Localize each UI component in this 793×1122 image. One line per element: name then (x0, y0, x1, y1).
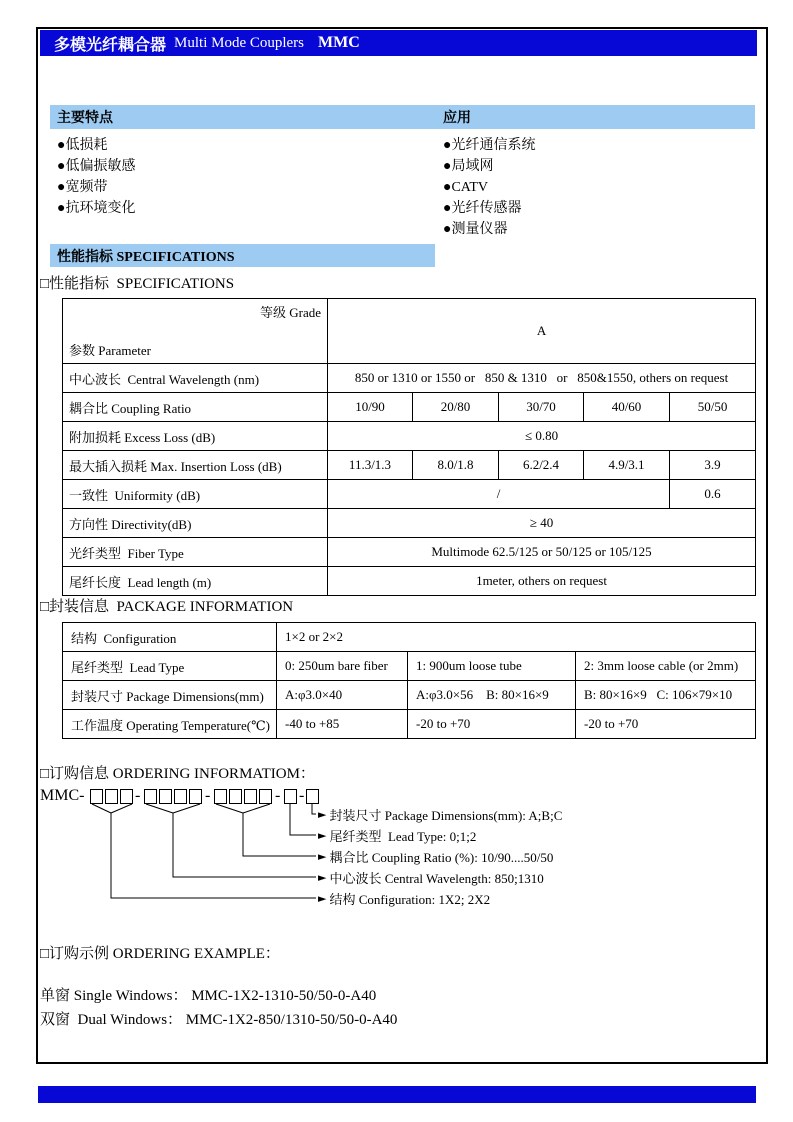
features-list (57, 135, 135, 219)
table-cell: 3.9 (670, 451, 756, 480)
table-row (63, 652, 756, 681)
table-cell: 1: 900um loose tube (408, 652, 576, 681)
single-window-example: 单窗 Single Windows： MMC-1X2-1310-50/50-0-A40 (40, 988, 377, 1004)
code-box (159, 789, 172, 804)
table-cell: 2: 3mm loose cable (or 2mm) (576, 652, 756, 681)
page-title-chinese: 多模光纤耦合器 (54, 36, 167, 54)
row-label: 一致性 Uniformity (dB) (63, 480, 328, 509)
code-box-lead-type (284, 789, 297, 804)
applications-list (443, 135, 535, 240)
list-item: ●光纤传感器 (443, 201, 522, 216)
product-code: MMC (318, 34, 360, 51)
table-cell: 10/90 (328, 393, 413, 422)
row-label: 尾纤长度 Lead length (m) (63, 567, 328, 596)
table-row (63, 393, 756, 422)
grade-value-cell: A (328, 299, 756, 364)
page-title-english: Multi Mode Couplers (174, 34, 305, 51)
ordering-code-diagram (40, 787, 766, 917)
table-cell: Multimode 62.5/125 or 50/125 or 105/125 (328, 538, 756, 567)
list-item: ●低损耗 (57, 138, 108, 153)
code-separator: - (135, 787, 141, 804)
table-cell: 20/80 (413, 393, 499, 422)
features-title: 主要特点 (57, 111, 113, 126)
table-row (63, 567, 756, 596)
specifications-table (62, 298, 756, 596)
diagram-label-central-wavelength: ► 中心波长 Central Wavelength: 850;1310 (318, 870, 544, 886)
table-cell: 1meter, others on request (328, 567, 756, 596)
dual-window-example: 双窗 Dual Windows： MMC-1X2-850/1310-50/50-0-A40 (40, 1012, 398, 1028)
table-cell: -20 to +70 (408, 710, 576, 739)
diagram-label-coupling-ratio: ► 耦合比 Coupling Ratio (%): 10/90....50/50 (318, 849, 554, 865)
code-boxes-configuration (90, 789, 133, 804)
arrow-right-icon: ► (318, 828, 327, 842)
table-cell: 50/50 (670, 393, 756, 422)
code-box (144, 789, 157, 804)
table-cell: A:φ3.0×40 (277, 681, 408, 710)
table-cell: 1×2 or 2×2 (277, 623, 756, 652)
code-box (214, 789, 227, 804)
table-cell: 11.3/1.3 (328, 451, 413, 480)
table-cell: 0.6 (670, 480, 756, 509)
code-box (229, 789, 242, 804)
table-cell: ≥ 40 (328, 509, 756, 538)
code-box (259, 789, 272, 804)
table-row (63, 422, 756, 451)
code-box (189, 789, 202, 804)
row-label: 最大插入损耗 Max. Insertion Loss (dB) (63, 451, 328, 480)
code-boxes-coupling-ratio (214, 789, 272, 804)
table-cell: 8.0/1.8 (413, 451, 499, 480)
features-applications-bar (50, 105, 755, 129)
code-box (105, 789, 118, 804)
row-label: 封装尺寸 Package Dimensions(mm) (63, 681, 277, 710)
table-row (63, 538, 756, 567)
table-row (63, 710, 756, 739)
row-label: 中心波长 Central Wavelength (nm) (63, 364, 328, 393)
table-cell: 0: 250um bare fiber (277, 652, 408, 681)
specifications-bar: 性能指标 SPECIFICATIONS (50, 244, 435, 267)
code-separator: - (275, 787, 281, 804)
table-row (63, 451, 756, 480)
code-box (90, 789, 103, 804)
table-cell: -40 to +85 (277, 710, 408, 739)
row-label: 方向性 Directivity(dB) (63, 509, 328, 538)
list-item: ●局域网 (443, 159, 494, 174)
table-cell: B: 80×16×9 C: 106×79×10 (576, 681, 756, 710)
package-table (62, 622, 756, 739)
parameter-label: 参数 Parameter (69, 343, 151, 358)
list-item: ●测量仪器 (443, 222, 508, 237)
table-row (63, 623, 756, 652)
table-row (63, 509, 756, 538)
table-header-row (63, 299, 756, 364)
table-cell: 4.9/3.1 (584, 451, 670, 480)
row-label: 光纤类型 Fiber Type (63, 538, 328, 567)
example-heading: □订购示例 ORDERING EXAMPLE： (40, 946, 280, 962)
code-separator: - (205, 787, 211, 804)
table-row (63, 364, 756, 393)
arrow-right-icon: ► (318, 891, 327, 905)
applications-title: 应用 (443, 111, 471, 126)
code-box (306, 789, 319, 804)
row-label: 耦合比 Coupling Ratio (63, 393, 328, 422)
list-item: ●光纤通信系统 (443, 138, 536, 153)
table-cell: 850 or 1310 or 1550 or 850 & 1310 or 850&1550, others on request (328, 364, 756, 393)
list-item: ●抗环境变化 (57, 201, 136, 216)
arrow-right-icon: ► (318, 807, 327, 821)
diagram-label-package-dimensions: ► 封装尺寸 Package Dimensions(mm): A;B;C (318, 807, 563, 823)
ordering-heading: □订购信息 ORDERING INFORMATIOM： (40, 766, 315, 782)
table-cell: ≤ 0.80 (328, 422, 756, 451)
list-item: ●低偏振敏感 (57, 159, 136, 174)
code-box-package-dimensions (306, 789, 319, 804)
grade-parameter-corner-cell (63, 299, 328, 364)
title-bar (40, 30, 757, 56)
table-cell: 30/70 (499, 393, 584, 422)
list-item: ●宽频带 (57, 180, 108, 195)
footer-bar (38, 1086, 756, 1103)
code-box (244, 789, 257, 804)
grade-label: 等级 Grade (259, 305, 321, 320)
ordering-examples (38, 984, 766, 1032)
diagram-label-lead-type: ► 尾纤类型 Lead Type: 0;1;2 (318, 828, 477, 844)
table-cell: / (328, 480, 670, 509)
row-label: 结构 Configuration (63, 623, 277, 652)
specifications-heading: □性能指标 SPECIFICATIONS (40, 276, 235, 292)
row-label: 附加损耗 Excess Loss (dB) (63, 422, 328, 451)
arrow-right-icon: ► (318, 849, 327, 863)
package-heading: □封装信息 PACKAGE INFORMATION (40, 599, 294, 615)
table-cell: -20 to +70 (576, 710, 756, 739)
list-item: ●CATV (443, 180, 489, 195)
arrow-right-icon: ► (318, 870, 327, 884)
bullet-lists (38, 135, 766, 239)
row-label: 工作温度 Operating Temperature(℃) (63, 710, 277, 739)
table-row (63, 681, 756, 710)
code-box (284, 789, 297, 804)
code-boxes-wavelength (144, 789, 202, 804)
ordering-code-prefix: MMC- (40, 787, 85, 804)
table-cell: 40/60 (584, 393, 670, 422)
table-cell: 6.2/2.4 (499, 451, 584, 480)
diagram-label-configuration: ► 结构 Configuration: 1X2; 2X2 (318, 891, 491, 907)
row-label: 尾纤类型 Lead Type (63, 652, 277, 681)
datasheet-page (36, 27, 768, 1064)
code-box (174, 789, 187, 804)
table-cell: A:φ3.0×56 B: 80×16×9 (408, 681, 576, 710)
table-row (63, 480, 756, 509)
code-box (120, 789, 133, 804)
code-separator: - (299, 787, 305, 804)
